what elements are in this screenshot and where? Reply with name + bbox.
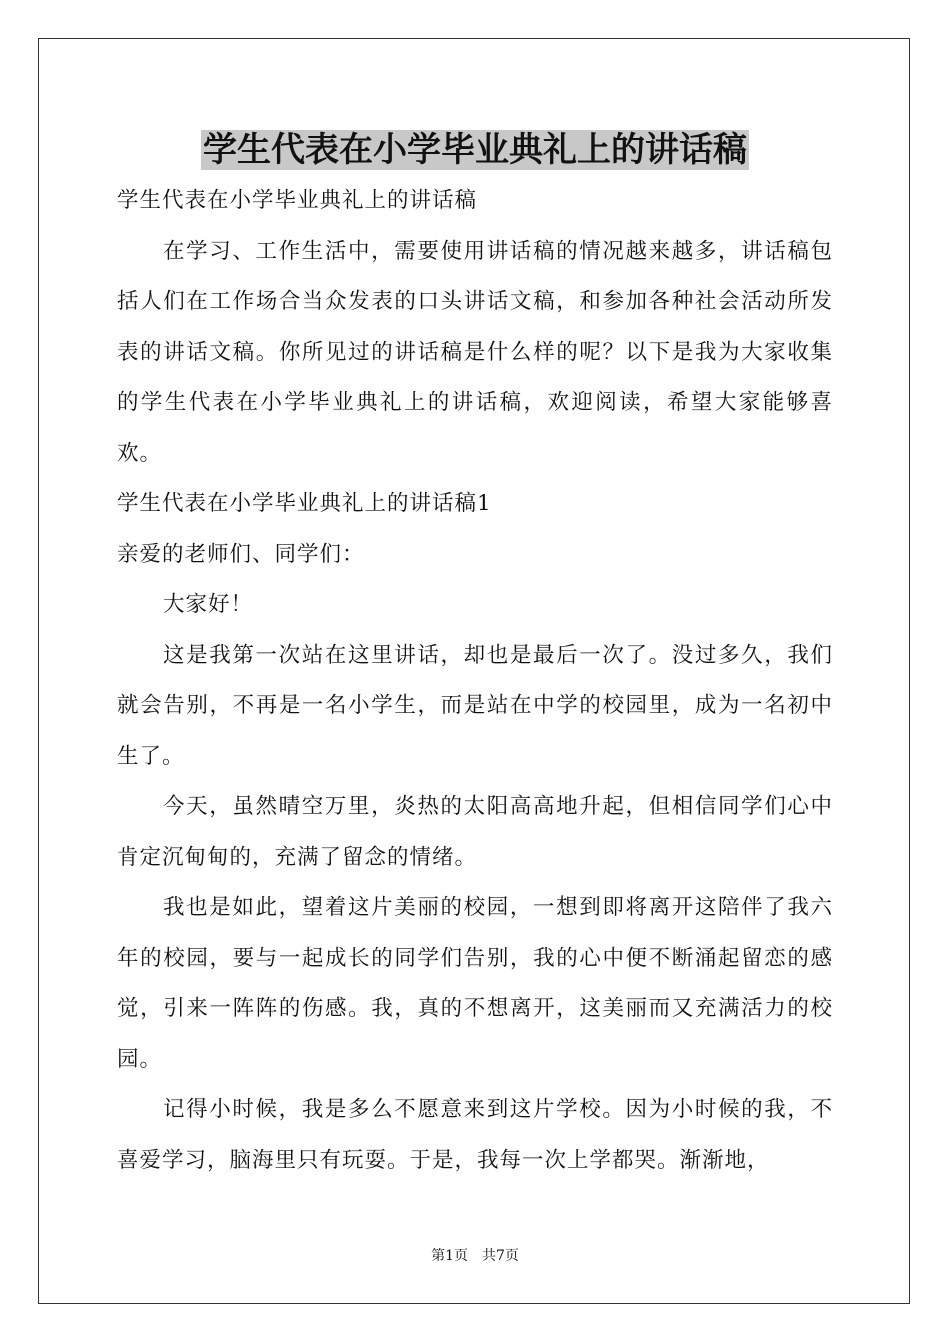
paragraph-body: 记得小时候，我是多么不愿意来到这片学校。因为小时候的我，不喜爱学习，脑海里只有玩耍。于是，我每一次上学都哭。渐渐地，: [117, 1097, 833, 1173]
paragraph-body: 我也是如此，望着这片美丽的校园，一想到即将离开这陪伴了我六年的校园，要与一起成长的同学们告别，我的心中便不断涌起留恋的感觉，引来一阵阵的伤感。我，真的不想离开，这美丽而又充满活力的校园。: [117, 895, 833, 1072]
paragraph-greeting: 大家好！: [163, 592, 254, 617]
document-title-text: 学生代表在小学毕业典礼上的讲话稿: [203, 130, 747, 170]
document-body: [117, 176, 833, 1186]
paragraph-body: 这是我第一次站在这里讲话，却也是最后一次了。没过多久，我们就会告别，不再是一名小学生，而是站在中学的校园里，成为一名初中生了。: [117, 642, 833, 769]
paragraph-intro: 在学习、工作生活中，需要使用讲话稿的情况越来越多，讲话稿包括人们在工作场合当众发表的口头讲话文稿，和参加各种社会活动所发表的讲话文稿。你所见过的讲话稿是什么样的呢？以下是我为大家收集的学生代表在小学毕业典礼上的讲话稿，欢迎阅读，希望大家能够喜欢。: [117, 238, 833, 466]
page-footer: [0, 1246, 950, 1266]
page-total: 共7页: [482, 1248, 519, 1264]
paragraph-body: 今天，虽然晴空万里，炎热的太阳高高地升起，但相信同学们心中肯定沉甸甸的，充满了留念的情绪。: [117, 794, 833, 870]
paragraph-salutation: 亲爱的老师们、同学们：: [117, 541, 365, 567]
document-title: [0, 126, 950, 174]
paragraph-subtitle: 学生代表在小学毕业典礼上的讲话稿: [117, 188, 478, 213]
paragraph-section-heading: 学生代表在小学毕业典礼上的讲话稿1: [117, 491, 492, 516]
page-number: 第1页: [431, 1248, 468, 1264]
